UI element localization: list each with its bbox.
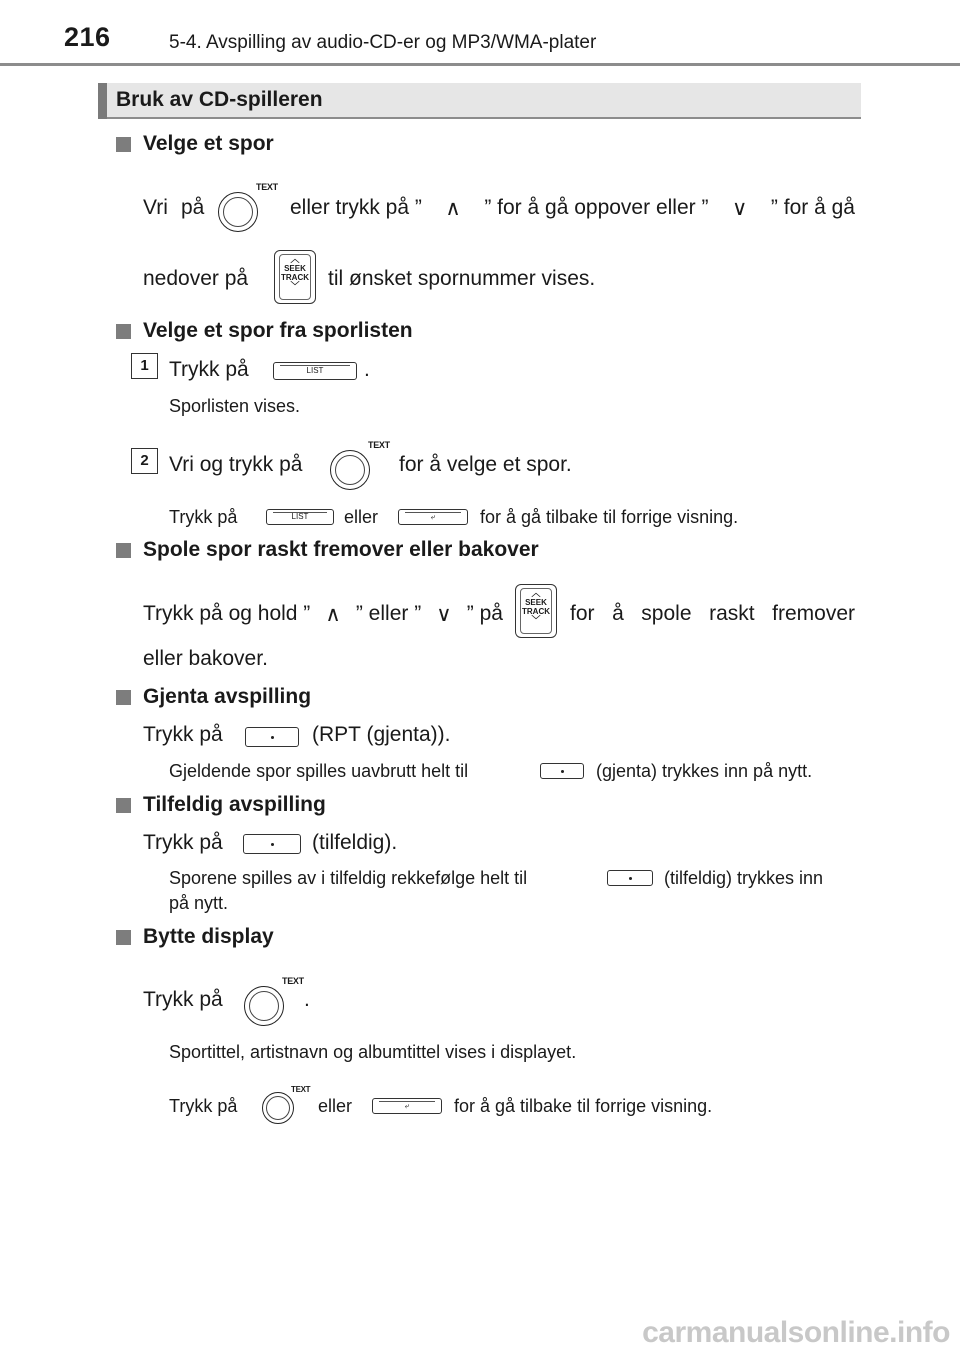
note-tilfeldig-b: (tilfeldig) trykkes inn (664, 868, 824, 888)
text-onsket-spor: til ønsket spornummer vises. (328, 267, 596, 290)
knob-label: TEXT (256, 182, 278, 192)
step-number-2: 2 (131, 448, 158, 474)
heading-text: Velge et spor (143, 132, 274, 155)
tune-knob-icon (262, 1085, 312, 1125)
text-pa: ” på (466, 602, 503, 625)
heading-velge-spor (116, 132, 274, 156)
heading-spole (116, 538, 539, 562)
text-trykk-pa: Trykk på (169, 358, 249, 381)
repeat-button-icon (540, 763, 584, 779)
text-period: . (364, 358, 370, 381)
heading-sporlisten (116, 319, 413, 343)
seek-track-button-icon (274, 250, 316, 304)
heading-text: Velge et spor fra sporlisten (143, 319, 413, 342)
seek-up-icon: ︿ (531, 588, 541, 598)
page-header (0, 0, 960, 66)
seek-label: SEEK (284, 264, 306, 273)
step-number-1: 1 (131, 353, 158, 379)
knob-label: TEXT (368, 440, 390, 450)
text-velge-spor: for å velge et spor. (399, 453, 572, 476)
bullet-square-icon (116, 798, 131, 813)
list-label: LIST (306, 366, 324, 375)
text-rpt: (RPT (gjenta)). (312, 723, 451, 746)
text-vri-og-trykk: Vri og trykk på (169, 453, 303, 476)
bullet-square-icon (116, 690, 131, 705)
chapter-title: 5-4. Avspilling av audio-CD-er og MP3/WMA-plater (169, 32, 597, 53)
text-eller-trykk: eller trykk på ” (290, 196, 422, 219)
text-eller-quote: ” eller ” (355, 602, 422, 625)
text-spole-raskt: for å spole raskt fremover (570, 602, 855, 625)
list-button-icon (266, 509, 334, 525)
back-button-icon (398, 509, 468, 525)
section-title: Bruk av CD-spilleren (116, 88, 323, 111)
back-symbol-icon: ⤶ (430, 512, 436, 521)
text-trykk-og-hold: Trykk på og hold ” (143, 602, 311, 625)
list-button-icon (273, 362, 357, 380)
text-trykk-pa: Trykk på (143, 723, 223, 746)
text-trykk-pa: Trykk på (143, 831, 223, 854)
random-button-icon (607, 870, 653, 886)
text-trykk-pa: Trykk på (143, 988, 223, 1011)
knob-label: TEXT (291, 1085, 311, 1094)
seek-label: SEEK (525, 598, 547, 607)
section-title-bar (98, 83, 861, 119)
heading-tilfeldig (116, 793, 326, 817)
tune-knob-icon (330, 440, 392, 490)
bullet-square-icon (116, 543, 131, 558)
velge-line1-rest (290, 196, 855, 221)
track-label: TRACK (281, 273, 309, 282)
text-for-a-ga: ” for å gå (770, 196, 855, 219)
text-tilbake: for å gå tilbake til forrige visning. (454, 1096, 713, 1116)
knob-label: TEXT (282, 976, 304, 986)
list-label: LIST (291, 512, 309, 521)
note-gjenta-b: (gjenta) trykkes inn på nytt. (596, 761, 813, 781)
text-nedover: nedover på (143, 267, 249, 290)
text-tilfeldig: (tilfeldig). (312, 831, 398, 854)
tune-knob-icon (218, 182, 280, 232)
text-vri: Vri (143, 196, 168, 219)
track-label: TRACK (522, 607, 550, 616)
text-pa: på (181, 196, 205, 219)
text-eller-bakover: eller bakover. (143, 647, 268, 670)
back-button-icon (372, 1098, 442, 1114)
heading-text: Gjenta avspilling (143, 685, 312, 708)
seek-down-icon: ﹀ (531, 615, 541, 625)
text-period: . (304, 988, 310, 1011)
heading-bytte-display (116, 925, 274, 949)
text-oppover: ” for å gå oppover eller ” (484, 196, 709, 219)
heading-text: Tilfeldig avspilling (143, 793, 326, 816)
random-button-icon (243, 834, 301, 854)
up-arrow-glyph: ∧ (445, 197, 461, 220)
seek-track-button-icon (515, 584, 557, 638)
bullet-square-icon (116, 324, 131, 339)
text-eller: eller (344, 507, 379, 527)
section-accent (98, 83, 107, 119)
down-arrow-glyph: ∨ (732, 197, 748, 220)
repeat-button-icon (245, 727, 299, 747)
heading-gjenta (116, 685, 311, 709)
note-tilfeldig-c: på nytt. (169, 893, 229, 913)
spole-line1-left (143, 602, 503, 627)
bullet-square-icon (116, 137, 131, 152)
text-tilbake: for å gå tilbake til forrige visning. (480, 507, 739, 527)
note-display-vises: Sportittel, artistnavn og albumtittel vises i displayet. (169, 1042, 577, 1062)
text-trykk-pa-small: Trykk på (169, 507, 238, 527)
back-symbol-icon: ⤶ (404, 1101, 410, 1110)
note-sporlisten-vises: Sporlisten vises. (169, 396, 301, 416)
text-eller: eller (318, 1096, 353, 1116)
bullet-square-icon (116, 930, 131, 945)
text-trykk-pa-small: Trykk på (169, 1096, 238, 1116)
seek-up-icon: ︿ (290, 254, 300, 264)
header-divider (0, 63, 960, 66)
tune-knob-icon (244, 976, 306, 1026)
heading-text: Bytte display (143, 925, 274, 948)
page-number: 216 (64, 22, 111, 52)
note-gjenta-a: Gjeldende spor spilles uavbrutt helt til (169, 761, 469, 781)
down-arrow-glyph: ∨ (436, 603, 452, 626)
seek-down-icon: ﹀ (290, 281, 300, 291)
heading-text: Spole spor raskt fremover eller bakover (143, 538, 539, 561)
watermark: carmanualsonline.info (642, 1316, 950, 1349)
note-tilfeldig-a: Sporene spilles av i tilfeldig rekkefølge helt til (169, 868, 528, 888)
up-arrow-glyph: ∧ (325, 603, 341, 626)
